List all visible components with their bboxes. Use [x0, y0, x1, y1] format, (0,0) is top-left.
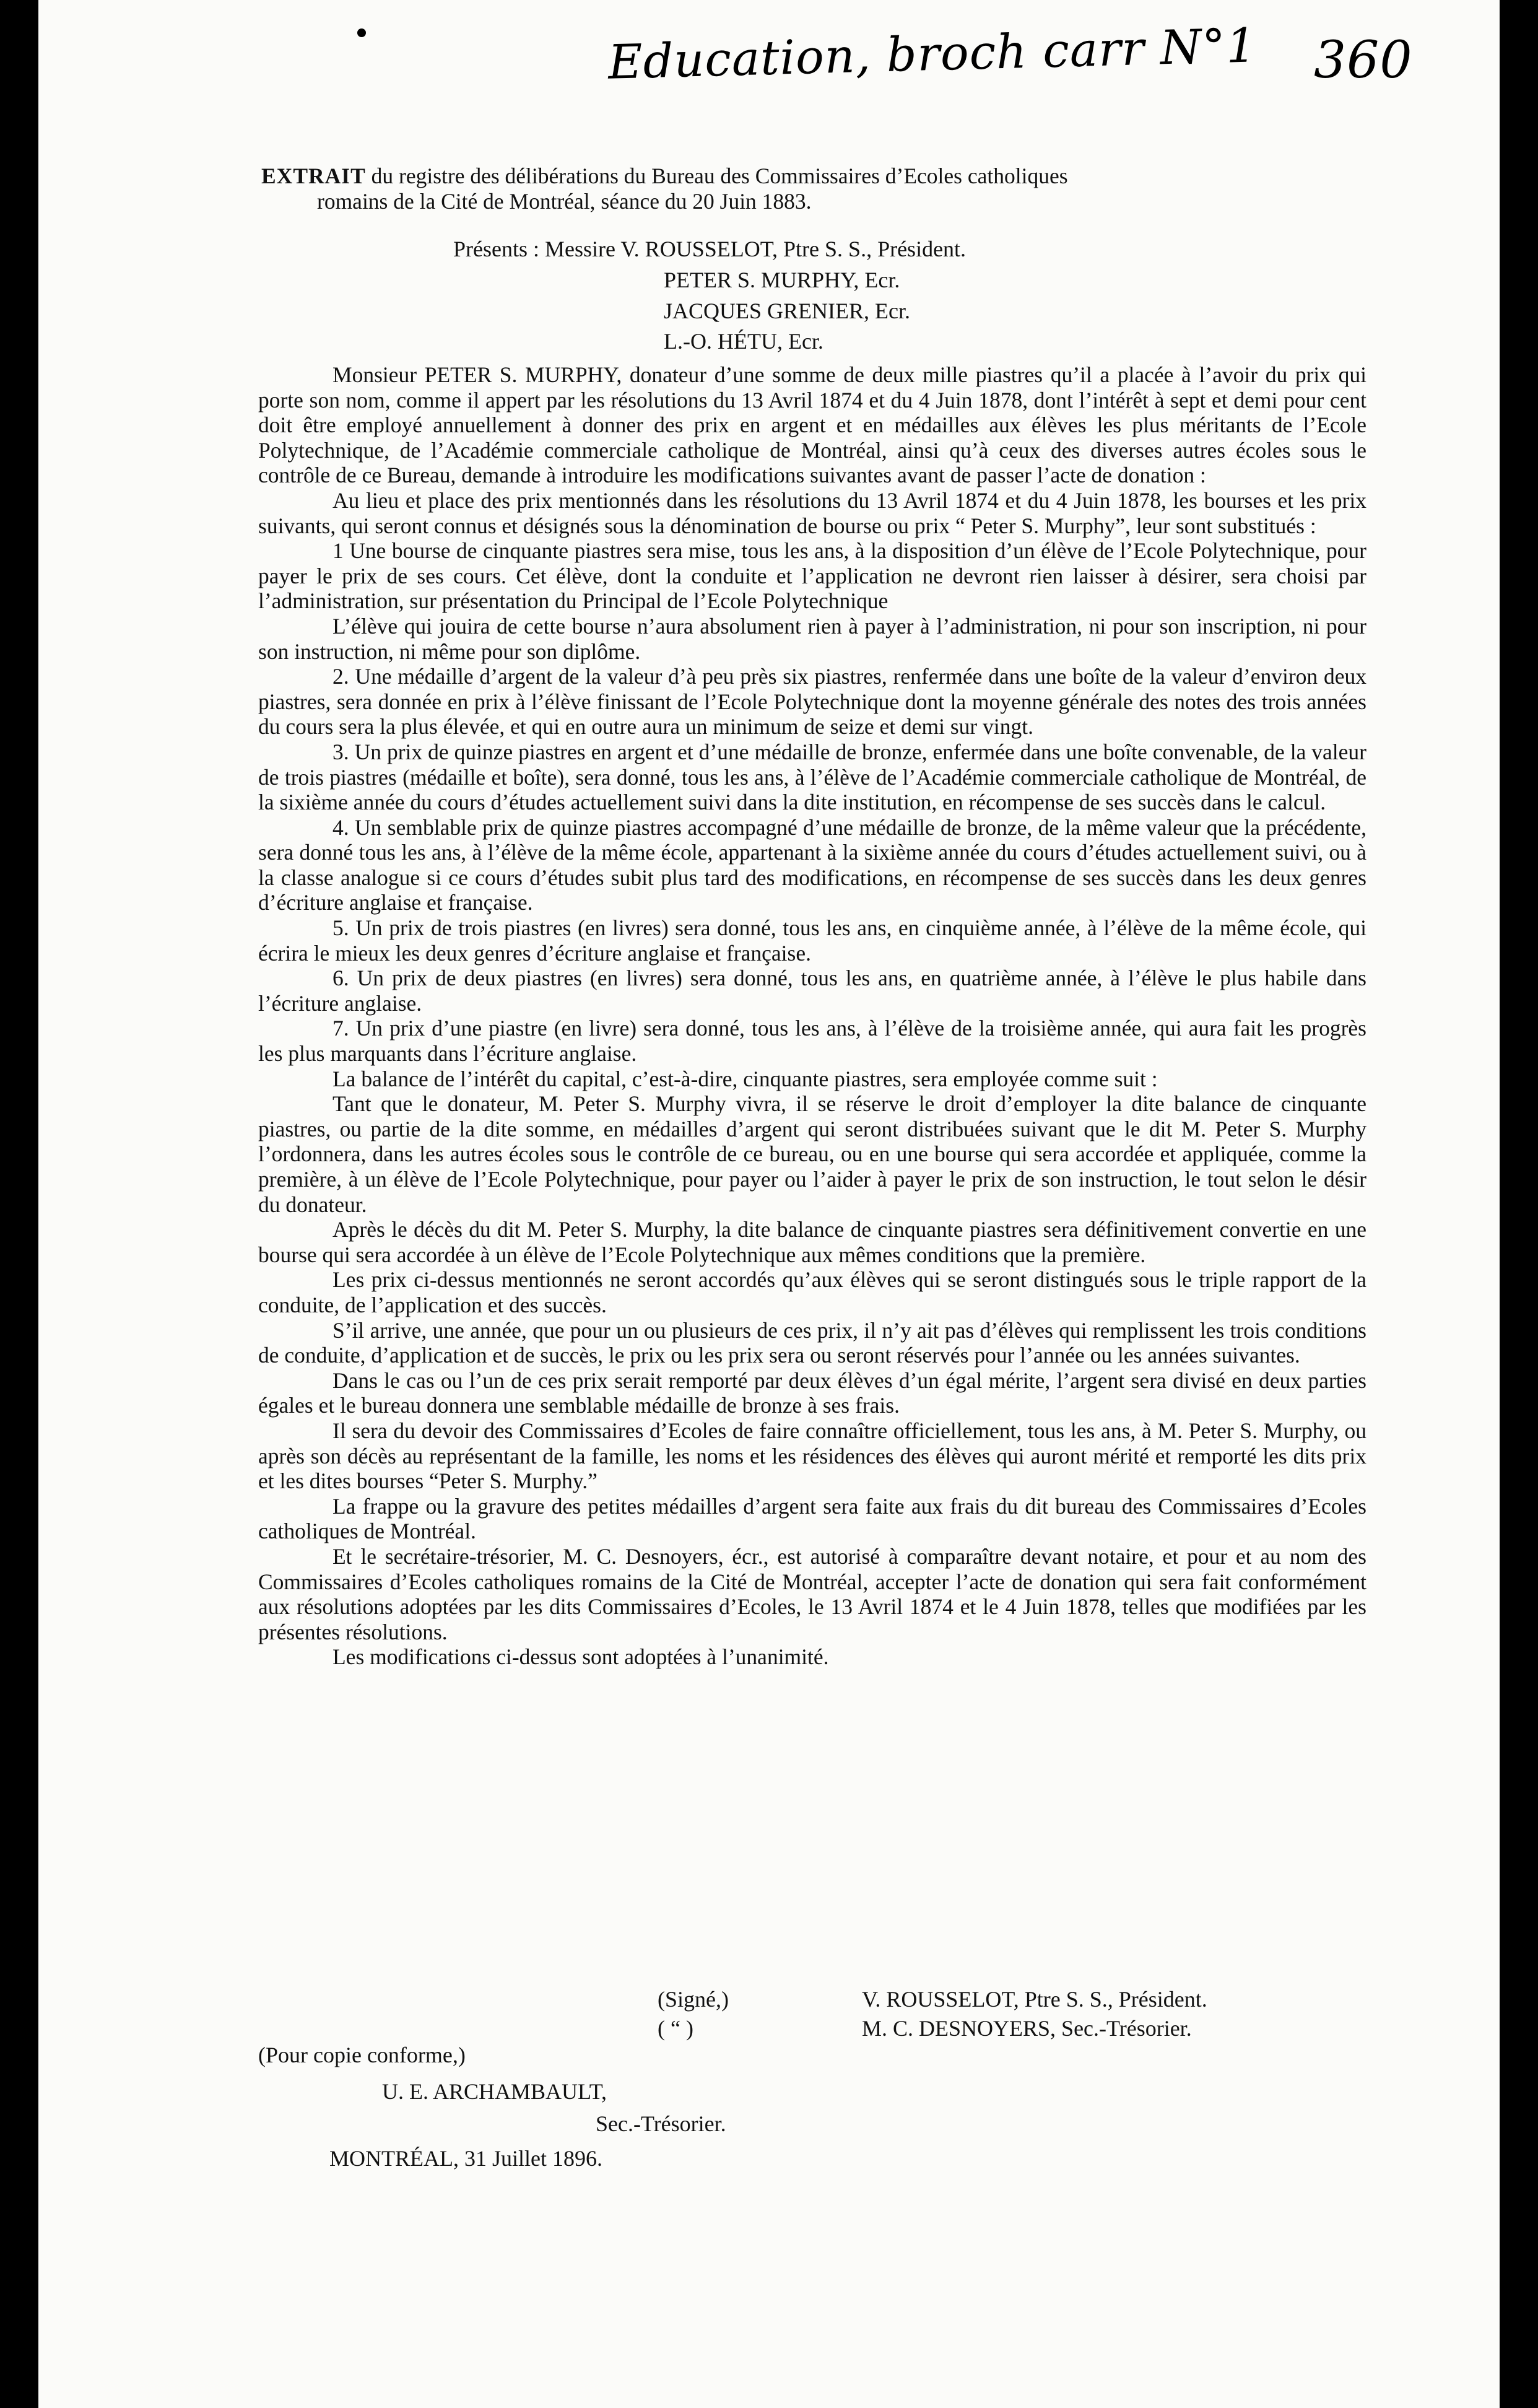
- presents-member-3: JACQUES GRENIER, Ecr.: [664, 299, 910, 323]
- paragraph: Au lieu et place des prix mentionnés dans les résolutions du 13 Avril 1874 et du 4 Juin 1878, les bourses et les prix suivants, qui seront connus et désignés sous la dénomination de bourse ou prix “ Peter S. Murphy”, leur sont substitués :: [258, 487, 1366, 538]
- signer-rousselot: V. ROUSSELOT, Ptre S. S., Président.: [862, 1987, 1207, 2012]
- ink-dot: [357, 28, 366, 37]
- paragraph: Monsieur PETER S. MURPHY, donateur d’une somme de deux mille piastres qu’il a placée à l’avoir du prix qui porte son nom, comme il appert par les résolutions du 13 Avril 1874 et du 4 Juin 1878, dont l’intérêt à sept et demi pour cent doit être employé annuellement à donner des prix en argent et en médailles aux élèves les plus méritants de l’Ecole Polytechnique, de l’Académie commerciale catholique de Montréal, ainsi qu’à ceux des diverses autres écoles sous le contrôle de ce Bureau, demande à introduire les modifications suivantes avant de passer l’acte de donation :: [258, 362, 1366, 488]
- paragraph: Tant que le donateur, M. Peter S. Murphy vivra, il se réserve le droit d’employer la dite balance de cinquante piastres, ou partie de la dite somme, en médailles d’argent qui seront distribuées suivant que le dit M. Peter S. Murphy l’ordonnera, dans les autres écoles sous le contrôle de ce bureau, ou en une bourse qui sera accordée et appliquée, comme la première, à un élève de l’Ecole Polytechnique, pour payer ou l’aider à payer le prix de son instruction, le tout selon le désir du donateur.: [258, 1091, 1366, 1217]
- presents-row-1: [453, 237, 966, 262]
- copy-conforme: (Pour copie conforme,): [258, 2043, 466, 2067]
- presents-member-2: PETER S. MURPHY, Ecr.: [664, 268, 900, 292]
- paragraph: 7. Un prix d’une piastre (en livre) sera donné, tous les ans, à l’élève de la troisième année, qui aura fait les progrès les plus marquants dans l’écriture anglaise.: [258, 1016, 1366, 1067]
- header-extrait: EXTRAIT: [261, 164, 366, 188]
- paragraph: 2. Une médaille d’argent de la valeur d’à peu près six piastres, renfermée dans une boîte de la valeur d’environ deux piastres, sera donnée en prix à l’élève finissant de l’Ecole Polytechnique dont la moyenne générale des notes des trois années du cours sera la plus élevée, et qui en outre aura un minimum de seize et demi sur vingt.: [258, 664, 1366, 739]
- paragraph: Et le secrétaire-trésorier, M. C. Desnoyers, écr., est autorisé à comparaître devant notaire, et pour et au nom des Commissaires d’Ecoles catholiques romains de la Cité de Montréal, accepter l’acte de donation qui sera fait conformément aux résolutions adoptées par les dits Commissaires d’Ecoles, le 13 Avril 1874 et le 4 Juin 1878, telles que modifiées par les présentes résolutions.: [258, 1543, 1366, 1644]
- date: 31 Juillet 1896.: [459, 2146, 602, 2171]
- signed-label: (Signé,): [658, 1987, 729, 2012]
- paragraph: L’élève qui jouira de cette bourse n’aura absolument rien à payer à l’administration, ni pour son inscription, ni pour son instruction, ni même pour son diplôme.: [258, 613, 1366, 664]
- paragraph: La frappe ou la gravure des petites médailles d’argent sera faite aux frais du dit bureau des Commissaires d’Ecoles catholiques de Montréal.: [258, 1493, 1366, 1544]
- presents-label: Présents :: [453, 237, 539, 261]
- handwritten-page-number: 360: [1314, 31, 1413, 90]
- ditto-label: ( “ ): [658, 2016, 693, 2041]
- place: MONTRÉAL,: [329, 2146, 459, 2171]
- signer-desnoyers: M. C. DESNOYERS, Sec.-Trésorier.: [862, 2016, 1192, 2041]
- presents-member-4: L.-O. HÉTU, Ecr.: [664, 329, 823, 354]
- paragraph: Les modifications ci-dessus sont adoptées à l’unanimité.: [332, 1644, 829, 1670]
- paragraph: 5. Un prix de trois piastres (en livres) sera donné, tous les ans, en cinquième année, à l’élève de la même école, qui écrira le mieux les deux genres d’écriture anglaise et française.: [258, 915, 1366, 966]
- certifier-title: Sec.-Trésorier.: [596, 2111, 726, 2136]
- header-line-2: romains de la Cité de Montréal, séance du 20 Juin 1883.: [317, 189, 812, 214]
- header-line-1: [261, 164, 1363, 189]
- place-date: [329, 2146, 602, 2171]
- paragraph: La balance de l’intérêt du capital, c’est-à-dire, cinquante piastres, sera employée comme suit :: [332, 1066, 1158, 1091]
- paragraph: 6. Un prix de deux piastres (en livres) sera donné, tous les ans, en quatrième année, à l’élève le plus habile dans l’écriture anglaise.: [258, 966, 1366, 1016]
- certifier-name: U. E. ARCHAMBAULT,: [382, 2079, 607, 2104]
- paragraph: 4. Un semblable prix de quinze piastres accompagné d’une médaille de bronze, de la même valeur que la précédente, sera donné tous les ans, à l’élève de la même école, appartenant à la sixième année du cours d’études actuellement suivi, ou à la classe analogue si ce cours d’études subit plus tard des modifications, en récompense de ses succès dans les deux genres d’écriture anglaise et française.: [258, 814, 1366, 915]
- header-line-1-rest: du registre des délibérations du Bureau des Commissaires d’Ecoles catholiques: [365, 164, 1068, 188]
- paragraph: Les prix ci-dessus mentionnés ne seront accordés qu’aux élèves qui se seront distingués sous le triple rapport de la conduite, de l’application et des succès.: [258, 1267, 1366, 1317]
- paragraph: 3. Un prix de quinze piastres en argent et d’une médaille de bronze, enfermée dans une boîte convenable, de la valeur de trois piastres (médaille et boîte), sera donné, tous les ans, à l’élève de l’Académie commerciale catholique de Montréal, de la sixième année du cours d’études actuellement suivi dans la dite institution, en récompense de ses succès dans le calcul.: [258, 739, 1366, 815]
- paragraph: Après le décès du dit M. Peter S. Murphy, la dite balance de cinquante piastres sera définitivement convertie en une bourse qui sera accordée à un élève de l’Ecole Polytechnique aux mêmes conditions que la première.: [258, 1217, 1366, 1267]
- resolution-text: [258, 362, 1366, 1670]
- paragraph: S’il arrive, une année, que pour un ou plusieurs de ces prix, il n’y ait pas d’élèves qui remplissent les trois conditions de conduite, d’application et de succès, le prix ou les prix sera ou seront réservés pour l’année ou les années suivantes.: [258, 1317, 1366, 1368]
- handwritten-note: Education, broch carr N°1: [607, 17, 1258, 90]
- paragraph: Dans le cas ou l’un de ces prix serait remporté par deux élèves d’un égal mérite, l’argent sera divisé en deux parties égales et le bureau donnera une semblable médaille de bronze à ses frais.: [258, 1368, 1366, 1418]
- presents-member-1: Messire V. ROUSSELOT, Ptre S. S., Président.: [545, 237, 967, 261]
- paragraph: Il sera du devoir des Commissaires d’Ecoles de faire connaître officiellement, tous les ans, à M. Peter S. Murphy, ou après son décès au représentant de la famille, les noms et les résidences des élèves qui auront mérité et remporté les dits prix et les dites bourses “Peter S. Murphy.”: [258, 1418, 1366, 1494]
- document-page: [38, 0, 1500, 2408]
- paragraph: 1 Une bourse de cinquante piastres sera mise, tous les ans, à la disposition d’un élève de l’Ecole Polytechnique, pour payer le prix de ses cours. Cet élève, dont la conduite et l’application ne devront rien laisser à désirer, sera choisi par l’administration, sur présentation du Principal de l’Ecole Polytechnique: [258, 538, 1366, 614]
